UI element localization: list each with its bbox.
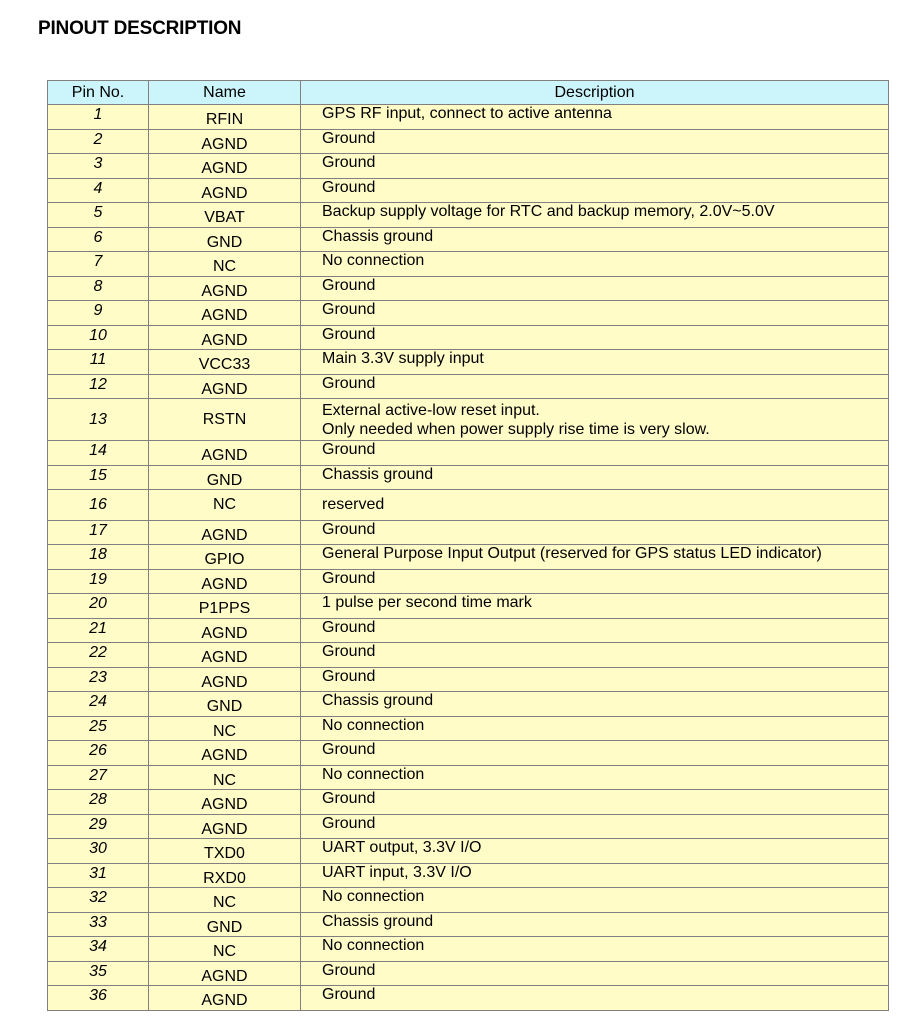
pin-description [301,179,888,203]
table-row [48,986,888,1011]
description-line: Main 3.3V supply input [322,350,484,367]
pin-name: TXD0 [149,839,301,863]
pin-number: 12 [48,375,149,399]
description-line: Ground [322,569,376,587]
pin-name: AGND [149,668,301,692]
pin-number: 7 [48,252,149,276]
pin-description [301,466,888,490]
pin-name: VBAT [149,203,301,227]
description-line: External active-low reset input. [322,401,540,419]
table-row [48,643,888,668]
description-line: Ground [322,643,376,660]
pin-description [301,521,888,545]
table-row [48,130,888,155]
pin-number: 5 [48,203,149,227]
table-row [48,375,888,400]
table-row [48,839,888,864]
pinout-table [47,80,889,1011]
table-row [48,326,888,351]
pin-description [301,937,888,961]
pin-number: 26 [48,741,149,765]
pin-description [301,962,888,986]
description-line: Ground [322,374,376,392]
pin-number: 11 [48,350,149,374]
table-row [48,228,888,253]
pin-name: AGND [149,179,301,203]
pin-description [301,692,888,716]
pin-description [301,301,888,325]
description-line: Ground [322,667,376,685]
description-line: Ground [322,178,376,196]
pin-number: 33 [48,913,149,937]
pin-number: 1 [48,105,149,129]
table-row [48,692,888,717]
pin-number: 19 [48,570,149,594]
description-line: Ground [322,520,376,538]
description-line: Ground [322,618,376,636]
pin-description [301,839,888,863]
description-line: Ground [322,301,376,318]
table-row [48,570,888,595]
pin-description [301,203,888,227]
pin-name: AGND [149,521,301,545]
pin-name: AGND [149,570,301,594]
description-line: No connection [322,765,425,783]
pin-description [301,741,888,765]
pin-description [301,619,888,643]
pin-name: GND [149,913,301,937]
description-line: Backup supply voltage for RTC and backup memory, 2.0V~5.0V [322,203,775,220]
pin-description [301,913,888,937]
pin-number: 20 [48,594,149,618]
pin-description [301,545,888,569]
description-line: UART input, 3.3V I/O [322,863,472,881]
description-line: Ground [322,741,376,758]
pin-number: 14 [48,441,149,465]
description-line: No connection [322,937,425,954]
pin-number: 35 [48,962,149,986]
pin-number: 10 [48,326,149,350]
pin-number: 18 [48,545,149,569]
description-line: Ground [322,325,376,343]
description-line: GPS RF input, connect to active antenna [322,105,612,122]
pin-name: AGND [149,741,301,765]
pin-number: 9 [48,301,149,325]
description-line: No connection [322,716,425,734]
table-row [48,441,888,466]
description-line: Chassis ground [322,912,434,930]
description-line: Ground [322,276,376,294]
table-row [48,790,888,815]
table-row [48,490,888,521]
description-line: Chassis ground [322,692,434,709]
pin-name: P1PPS [149,594,301,618]
pin-name: NC [149,717,301,741]
pin-description [301,105,888,129]
pin-name: NC [149,252,301,276]
pin-description [301,888,888,912]
table-row [48,521,888,546]
pin-description [301,643,888,667]
table-row [48,864,888,889]
description-line: Ground [322,961,376,979]
pin-number: 2 [48,130,149,154]
description-line: Ground [322,154,376,171]
pin-name: GND [149,466,301,490]
pin-name: AGND [149,815,301,839]
table-row [48,179,888,204]
table-row [48,466,888,491]
pin-description [301,252,888,276]
pin-name: AGND [149,790,301,814]
description-line: General Purpose Input Output (reserved for GPS status LED indicator) [322,545,822,562]
pin-number: 29 [48,815,149,839]
table-row [48,105,888,130]
pin-description [301,154,888,178]
description-line: UART output, 3.3V I/O [322,839,482,856]
pin-name: RSTN [149,399,301,440]
pin-number: 27 [48,766,149,790]
header-pin-no: Pin No. [48,81,149,104]
pin-number: 3 [48,154,149,178]
description-line: Chassis ground [322,465,434,483]
description-line: reserved [322,496,385,514]
pin-number: 6 [48,228,149,252]
pin-description [301,441,888,465]
pin-description [301,570,888,594]
pin-description [301,228,888,252]
pin-description [301,864,888,888]
pin-name: AGND [149,326,301,350]
pin-number: 4 [48,179,149,203]
pin-number: 24 [48,692,149,716]
table-row [48,154,888,179]
pin-name: VCC33 [149,350,301,374]
pin-number: 28 [48,790,149,814]
pin-name: AGND [149,130,301,154]
pin-number: 32 [48,888,149,912]
description-line: 1 pulse per second time mark [322,594,532,611]
table-row [48,937,888,962]
description-line: Ground [322,441,376,458]
pin-description [301,717,888,741]
description-line: No connection [322,252,425,269]
pin-name: NC [149,490,301,520]
pin-name: NC [149,937,301,961]
pin-name: GPIO [149,545,301,569]
pin-number: 8 [48,277,149,301]
pin-number: 30 [48,839,149,863]
pin-description [301,326,888,350]
pin-name: AGND [149,441,301,465]
table-row [48,913,888,938]
pin-number: 31 [48,864,149,888]
table-row [48,962,888,987]
table-row [48,668,888,693]
pin-name: AGND [149,154,301,178]
table-row [48,399,888,441]
pin-number: 17 [48,521,149,545]
table-row [48,766,888,791]
pin-number: 22 [48,643,149,667]
pin-description [301,350,888,374]
pin-number: 23 [48,668,149,692]
pin-description [301,790,888,814]
pin-description [301,815,888,839]
pin-name: GND [149,692,301,716]
table-row [48,717,888,742]
pin-name: NC [149,766,301,790]
description-line: Only needed when power supply rise time is very slow. [322,420,710,438]
pin-number: 25 [48,717,149,741]
description-line: Ground [322,790,376,807]
pin-number: 13 [48,399,149,440]
table-row [48,301,888,326]
table-row [48,350,888,375]
pin-description [301,594,888,618]
description-line: Ground [322,986,376,1003]
table-row [48,888,888,913]
description-line: No connection [322,888,425,905]
pin-name: AGND [149,986,301,1010]
pin-description [301,490,888,520]
pin-description [301,130,888,154]
pin-name: AGND [149,962,301,986]
header-description: Description [554,84,635,101]
pin-description [301,986,888,1010]
table-row [48,815,888,840]
pin-description [301,375,888,399]
pin-name: RXD0 [149,864,301,888]
pin-description [301,277,888,301]
table-row [48,741,888,766]
pin-description [301,399,888,440]
pin-name: AGND [149,619,301,643]
section-title: PINOUT DESCRIPTION [38,18,242,39]
pin-number: 34 [48,937,149,961]
pin-number: 36 [48,986,149,1010]
pin-number: 15 [48,466,149,490]
table-row [48,594,888,619]
header-name: Name [149,81,301,104]
table-row [48,619,888,644]
pin-description [301,668,888,692]
description-line: Ground [322,129,376,147]
table-row [48,277,888,302]
pin-name: RFIN [149,105,301,129]
pin-name: GND [149,228,301,252]
table-row [48,545,888,570]
table-header-row [48,81,888,105]
table-row [48,252,888,277]
pin-name: AGND [149,277,301,301]
pin-number: 21 [48,619,149,643]
pin-description [301,766,888,790]
description-line: Ground [322,814,376,832]
pin-name: NC [149,888,301,912]
pin-name: AGND [149,643,301,667]
description-line: Chassis ground [322,227,434,245]
pin-name: AGND [149,375,301,399]
pin-number: 16 [48,490,149,520]
pin-name: AGND [149,301,301,325]
table-row [48,203,888,228]
